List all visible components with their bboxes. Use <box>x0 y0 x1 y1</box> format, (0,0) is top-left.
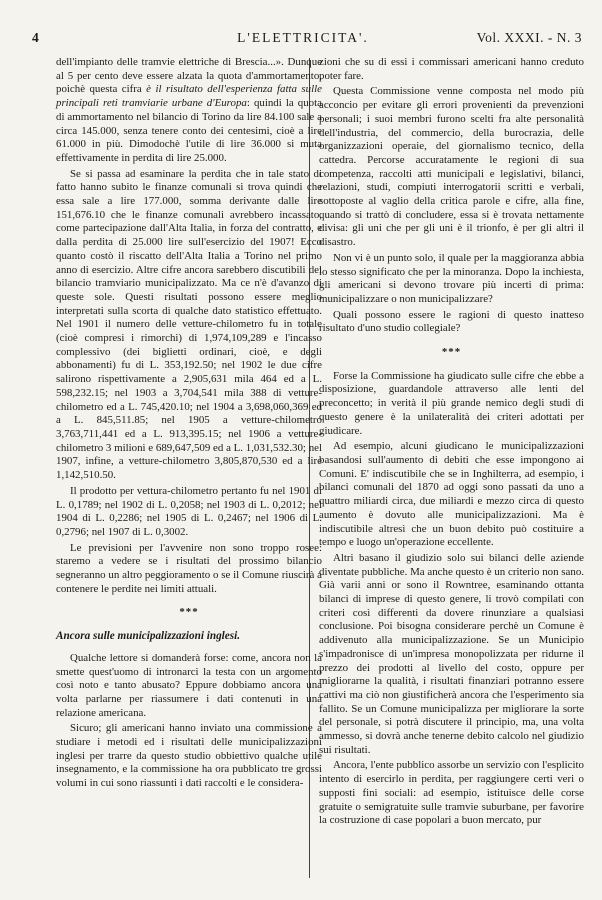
paragraph: dell'impianto delle tramvie elettriche di Brescia...». Dunque al 5 per cento deve essere alzata la quota d'ammortamento, poichè questa cifra è il risultato dell'esperienza fatta sulle principali reti tramviarie urbane d'Europa: quindi la quota di ammortamento nel bilancio di Torino da lire 84.100 sale a circa 145.000, senza tenere conto dei centesimi, cioè a lire 61.000 in più. Dimodochè l'utile di lire 36.000 si muta effettivamente in perdita di lire 25.000. <box>56 56 322 164</box>
volume-number: Vol. XXXI. - N. 3 <box>476 30 582 45</box>
section-heading: Ancora sulle municipalizzazioni inglesi. <box>56 630 241 643</box>
paragraph: Sicuro; gli americani hanno inviato una commissione a studiare i metodi ed i risultati delle municipalizzazioni inglesi per trarre da questo studio obbiettivo qualche utile insegnamento, e la commissione ha ora pubblicato tre grossi volumi in cui sono riassunti i dati raccolti e le considera- <box>56 722 322 790</box>
paragraph: zioni che su di essi i commissari americani hanno creduto poter fare. <box>319 56 584 82</box>
paragraph: Altri basano il giudizio solo sui bilanci delle aziende diventate pubbliche. Ma anche questo è un criterio non sano. Già varii anni or sono il Rowntree, esaminando ottanta bilanci di imprese di questo genere, li trovò compilati con criteri così differenti da dovere rinunziare a qualsiasi conclusione. Poi bisogna considerare perchè un Comune è addivenuto alla municipalizzazione. Se un Municipio s'impadronisce di un'impresa monopolizzata per ridurne il prezzo dei prodotti al livello del costo, oppure per migliorarne la qualità, i risultati finanziari potranno essere cattivi ma ciò non giustificherà ancora che l'esperimento sia fallito. Se un Comune municipalizza per migliorare la sorte del personale, si potrà discutere il principio, ma, una volta ammesso, si dovrà anche tenerne debito calcolo nel giudizio sui risultati. <box>319 551 584 756</box>
journal-title: L'ELETTRICITA'. <box>237 30 369 45</box>
paragraph: Forse la Commissione ha giudicato sulle cifre che ebbe a disposizione, guardandole attraverso alle lenti del preconcetto; in verità il più grande nemico degli studi di questo genere è la unilateralità dei criteri adottati per giudicare. <box>319 369 584 437</box>
page-header <box>24 30 582 50</box>
paragraph: Quali possono essere le ragioni di questo inatteso risultato d'uno studio collegiale? <box>319 308 584 335</box>
paragraph: Qualche lettore si domanderà forse: come, ancora non la smette quest'uomo di intronarci la testa con un argomento così noto e tanto abusato? Eppure dobbiamo ancora una volta parlarne per riassumere i dati contenuti in una relazione americana. <box>56 651 322 719</box>
paragraph: Non vi è un punto solo, il quale per la maggioranza abbia lo stesso significato che per la minoranza. Dopo la inchiesta, gli americani si devono trovare più incerti di prima: municipalizzare o non municipalizzare? <box>319 251 584 305</box>
italic-quote: è il risultato dell'esperienza fatta sulle principali reti tramviarie urbane d'Europa <box>56 83 322 110</box>
paragraph: Il prodotto per vettura-chilometro pertanto fu nel 1901 di L. 0,1789; nel 1902 di L. 0,2058; nel 1903 di L. 0,2012; nel 1904 di L. 0,2286; nel 1905 di L. 0,2467; nel 1906 di L. 0,2796; nel 1907 di L. 0,3002. <box>56 484 322 538</box>
page-number: 4 <box>32 30 39 45</box>
paragraph: Se si passa ad esaminare la perdita che in tale stato di fatto hanno subito le finanze comunali si trova quindi che essa sale a lire 177.000, somma derivante dalle lire 151,676.10 che le finanze comunali avrebbero incassato, come partecipazione dall'Alta Italia, in forza del contratto, e dalla perdita di 25.000 lire sull'esercizio del 1907! Ecco quanto costò il riscatto dell'Alta Italia a Torino nel primo anno di esercizio. Altre cifre ancora sarebbero discutibili del bilancio tramviario municipalizzato. Ma ce n'è d'avanzo di queste sole. Questi risultati possono essere meglio interpretati sulla scorta di qualche dato statistico effettuato. Nel 1901 il numero delle vetture-chilometro fu in totale (cioè compresi i rimorchi) di 1,974,109,289 e l'incasso complessivo (dei biglietti ordinari, cioè, e degli abbonamenti) fu di L. 353,192.50; nel 1902 le due cifre salirono rispettivamente a 2,905,631 mila 464 ed a L. 598,232.15; nel 1903 a 3,704,541 mila 388 di vetture-chilometro ed a L. 745,420.10; nel 1904 a 3,698,060,369 ed a L. 845,511.85; nel 1905 a vetture-chilometro 3,763,711,441 ed a L. 913,395.15; nel 1906 a vetture-chilometro 3 milioni e 689,647,509 ed a L. 1,031,532.30; nel 1907, infine, a vetture-chilometro 3,805,870,530 ed a lire 1,142,510.50. <box>56 167 322 482</box>
paragraph: Questa Commissione venne composta nel modo più acconcio per evitare gli errori provenienti da prevenzioni personali; i suoi membri furono scelti fra alte personalità dell'industria, del commercio, della burocrazia, delle organizzazioni operaie, del giornalismo tecnico, della cattedra. Percorse accuratamente le regioni di sua competenza, raccolti atti municipali e legislativi, bilanci, relazioni, studi, compiuti interrogatorii scritti e verbali, sottoposte al vaglio della critica parole e cifre, alla fine, quando si trattò di concludere, essa si è trovata nettamente divisa: gli uni che per gli uni è il trionfo, è per gli altri il disastro. <box>319 85 584 249</box>
paragraph: Ancora, l'ente pubblico assorbe un servizio con l'esplicito intento di esercirlo in perdita, per raggiungere certi veri o supposti fini sociali: ad esempio, istituisce delle corse gratuite o semigratuite sulle tramvie suburbane, per favorire la costruzione di case popolari a buon mercato, pur <box>319 759 584 827</box>
paragraph: Le previsioni per l'avvenire non sono troppo rosee: staremo a vedere se i risultati del prossimo bilancio segneranno un altro peggioramento o se il Comune riuscirà a contenere le perdite nei limiti attuali. <box>56 541 322 595</box>
section-separator: *** <box>441 346 462 359</box>
left-column <box>56 56 322 793</box>
paragraph: Ad esempio, alcuni giudicano le municipalizzazioni basandosi sull'aumento di debiti che esse impongono ai Comuni. E' indiscutibile che se in Inghilterra, ad esempio, i bilanci comunali del 1870 ad oggi sono passati da uno a quattro miliardi circa, due miliardi e mezzo circa di questo aumento è dovuto alle municipalizzazioni. Ma è indiscutibile altresì che un buon debito può costituire a tempo e luogo un'operazione eccellente. <box>319 440 584 549</box>
section-separator: *** <box>179 606 199 619</box>
right-column <box>319 56 584 830</box>
